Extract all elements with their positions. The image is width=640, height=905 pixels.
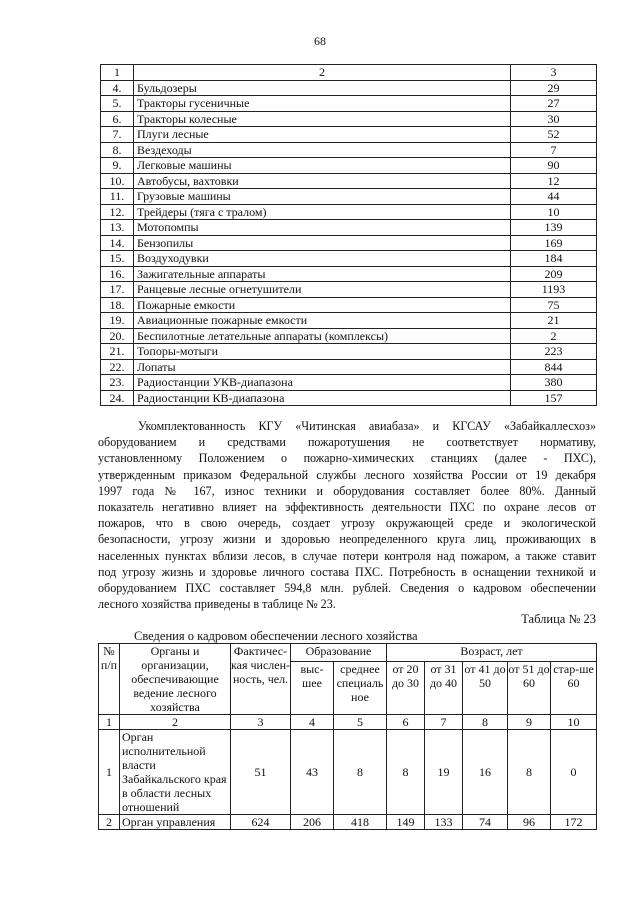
paragraph-line: установленному Положением о пожарно-химических станциях (далее - ПХС), — [98, 451, 596, 466]
staff-row-1 — [99, 730, 597, 815]
table-row — [101, 142, 597, 158]
row-actual: 51 — [231, 730, 291, 815]
equipment-quantity: 844 — [511, 359, 597, 375]
row-number: 10. — [101, 173, 134, 189]
row-number: 6. — [101, 111, 134, 127]
col-number: 9 — [508, 715, 551, 730]
table-row — [101, 220, 597, 236]
equipment-quantity: 1193 — [511, 282, 597, 298]
col-number: 6 — [387, 715, 425, 730]
staff-row-2 — [99, 815, 597, 830]
row-age-31-40: 19 — [425, 730, 463, 815]
row-org: Орган управления — [120, 815, 231, 830]
row-age-41-50: 16 — [463, 730, 508, 815]
equipment-name: Лопаты — [134, 359, 511, 375]
equipment-name: Легковые машины — [134, 158, 511, 174]
col-number: 5 — [334, 715, 387, 730]
equipment-quantity: 90 — [511, 158, 597, 174]
header-age-60-plus: стар-ше 60 — [551, 662, 597, 715]
paragraph-line: под угрозу жизнь и здоровье личного состава ПХС. Потребность в оснащении техникой и — [98, 564, 596, 579]
paragraph-line: лесного хозяйства приведены в таблице № 23. — [98, 597, 336, 612]
row-num: 2 — [99, 815, 120, 830]
paragraph-line: показатель негативно влияет на эффективность деятельности ПХС по охране лесов от — [98, 500, 596, 515]
equipment-quantity: 157 — [511, 390, 597, 406]
row-number: 4. — [101, 80, 134, 96]
table-caption: Сведения о кадровом обеспечении лесного хозяйства — [134, 629, 418, 643]
header-actual: Фактичес-кая числен-ность, чел. — [231, 644, 291, 715]
row-number: 23. — [101, 375, 134, 391]
row-age-51-60: 8 — [508, 730, 551, 815]
equipment-quantity: 380 — [511, 375, 597, 391]
equipment-name: Тракторы колесные — [134, 111, 511, 127]
equipment-name: Воздуходувки — [134, 251, 511, 267]
equipment-name: Радиостанции КВ-диапазона — [134, 390, 511, 406]
equipment-quantity: 10 — [511, 204, 597, 220]
header-col-2: 2 — [134, 65, 511, 81]
row-number: 7. — [101, 127, 134, 143]
equipment-name: Ранцевые лесные огнетушители — [134, 282, 511, 298]
row-higher: 43 — [291, 730, 334, 815]
table-header-row — [101, 65, 597, 81]
equipment-quantity: 12 — [511, 173, 597, 189]
page-number: 68 — [314, 34, 326, 48]
header-age-51-60: от 51 до 60 — [508, 662, 551, 715]
col-number: 3 — [231, 715, 291, 730]
header-edu-higher: выс-шее — [291, 662, 334, 715]
equipment-name: Топоры-мотыги — [134, 344, 511, 360]
row-number: 8. — [101, 142, 134, 158]
row-number: 11. — [101, 189, 134, 205]
row-secondary: 8 — [334, 730, 387, 815]
row-secondary: 418 — [334, 815, 387, 830]
row-number: 21. — [101, 344, 134, 360]
table-row — [101, 375, 597, 391]
equipment-name: Бензопилы — [134, 235, 511, 251]
equipment-name: Плуги лесные — [134, 127, 511, 143]
table-row — [101, 111, 597, 127]
staff-column-numbers-row — [99, 715, 597, 730]
row-age-51-60: 96 — [508, 815, 551, 830]
equipment-name: Радиостанции УКВ-диапазона — [134, 375, 511, 391]
staff-header-row-1 — [99, 644, 597, 662]
row-number: 14. — [101, 235, 134, 251]
row-age-31-40: 133 — [425, 815, 463, 830]
paragraph-line: утвержденным приказом Федеральной службы лесного хозяйства России от 19 декабря — [98, 467, 596, 482]
equipment-name: Тракторы гусеничные — [134, 96, 511, 112]
equipment-name: Беспилотные летательные аппараты (комплексы) — [134, 328, 511, 344]
equipment-quantity: 21 — [511, 313, 597, 329]
table-row — [101, 204, 597, 220]
equipment-name: Автобусы, вахтовки — [134, 173, 511, 189]
header-col-1: 1 — [101, 65, 134, 81]
row-age-60-plus: 172 — [551, 815, 597, 830]
equipment-name: Трейдеры (тяга с тралом) — [134, 204, 511, 220]
row-number: 19. — [101, 313, 134, 329]
table-row — [101, 344, 597, 360]
row-number: 12. — [101, 204, 134, 220]
row-org: Орган исполнительной власти Забайкальского края в области лесных отношений — [120, 730, 231, 815]
header-age-20-30: от 20 до 30 — [387, 662, 425, 715]
header-age-31-40: от 31 до 40 — [425, 662, 463, 715]
equipment-name: Грузовые машины — [134, 189, 511, 205]
table-label: Таблица № 23 — [521, 612, 596, 626]
equipment-quantity: 29 — [511, 80, 597, 96]
table-row — [101, 96, 597, 112]
col-number: 4 — [291, 715, 334, 730]
row-number: 18. — [101, 297, 134, 313]
header-col-3: 3 — [511, 65, 597, 81]
header-age-41-50: от 41 до 50 — [463, 662, 508, 715]
row-number: 16. — [101, 266, 134, 282]
table-row — [101, 173, 597, 189]
table-row — [101, 235, 597, 251]
header-org: Органы и организации, обеспечивающие ведение лесного хозяйства — [120, 644, 231, 715]
table-row — [101, 80, 597, 96]
table-row — [101, 266, 597, 282]
row-num: 1 — [99, 730, 120, 815]
equipment-name: Зажигательные аппараты — [134, 266, 511, 282]
row-number: 13. — [101, 220, 134, 236]
equipment-quantity: 223 — [511, 344, 597, 360]
equipment-name: Пожарные емкости — [134, 297, 511, 313]
row-number: 17. — [101, 282, 134, 298]
equipment-quantity: 30 — [511, 111, 597, 127]
header-edu-secondary: среднее специаль ное — [334, 662, 387, 715]
paragraph-line: населенных пунктах вблизи лесов, в случае потери контроля над пожаром, а также ставит — [98, 548, 596, 563]
equipment-table — [100, 64, 597, 406]
equipment-quantity: 169 — [511, 235, 597, 251]
paragraph-line: безопасности, угрозу жизни и здоровью неопределенного круга лиц, проживающих в — [98, 532, 596, 547]
row-age-20-30: 149 — [387, 815, 425, 830]
col-number: 1 — [99, 715, 120, 730]
row-number: 20. — [101, 328, 134, 344]
equipment-name: Вездеходы — [134, 142, 511, 158]
table-row — [101, 282, 597, 298]
row-age-60-plus: 0 — [551, 730, 597, 815]
table-row — [101, 297, 597, 313]
row-age-41-50: 74 — [463, 815, 508, 830]
equipment-quantity: 44 — [511, 189, 597, 205]
header-num: № п/п — [99, 644, 120, 715]
row-number: 5. — [101, 96, 134, 112]
col-number: 7 — [425, 715, 463, 730]
row-age-20-30: 8 — [387, 730, 425, 815]
row-number: 22. — [101, 359, 134, 375]
table-row — [101, 251, 597, 267]
table-row — [101, 127, 597, 143]
row-number: 15. — [101, 251, 134, 267]
equipment-quantity: 27 — [511, 96, 597, 112]
equipment-name: Бульдозеры — [134, 80, 511, 96]
equipment-name: Мотопомпы — [134, 220, 511, 236]
equipment-quantity: 209 — [511, 266, 597, 282]
equipment-quantity: 52 — [511, 127, 597, 143]
table-row — [101, 189, 597, 205]
staffing-paragraph — [98, 418, 596, 612]
table-row — [101, 313, 597, 329]
paragraph-line: пожаров, что в свою очередь, создает угрозу окружающей среде и экологической — [98, 516, 596, 531]
row-number: 24. — [101, 390, 134, 406]
row-number: 9. — [101, 158, 134, 174]
header-education: Образование — [291, 644, 387, 662]
equipment-quantity: 7 — [511, 142, 597, 158]
col-number: 8 — [463, 715, 508, 730]
paragraph-line: оборудованием и средствами пожаротушения не соответствует нормативу, — [98, 435, 596, 450]
staff-table — [98, 643, 597, 830]
col-number: 2 — [120, 715, 231, 730]
row-actual: 624 — [231, 815, 291, 830]
header-age: Возраст, лет — [387, 644, 597, 662]
paragraph-line: 1997 года № 167, износ техники и оборудования составляет более 80%. Данный — [98, 483, 596, 498]
equipment-name: Авиационные пожарные емкости — [134, 313, 511, 329]
col-number: 10 — [551, 715, 597, 730]
table-row — [101, 390, 597, 406]
row-higher: 206 — [291, 815, 334, 830]
equipment-quantity: 2 — [511, 328, 597, 344]
table-row — [101, 328, 597, 344]
equipment-quantity: 184 — [511, 251, 597, 267]
table-row — [101, 359, 597, 375]
table-row — [101, 158, 597, 174]
paragraph-line: Укомплектованность КГУ «Читинская авиабаза» и КГСАУ «Забайкаллесхоз» — [138, 419, 596, 433]
equipment-quantity: 75 — [511, 297, 597, 313]
paragraph-line: оборудованием ПХС составляет 594,8 млн. рублей. Сведения о кадровом обеспечении — [98, 581, 596, 596]
equipment-quantity: 139 — [511, 220, 597, 236]
